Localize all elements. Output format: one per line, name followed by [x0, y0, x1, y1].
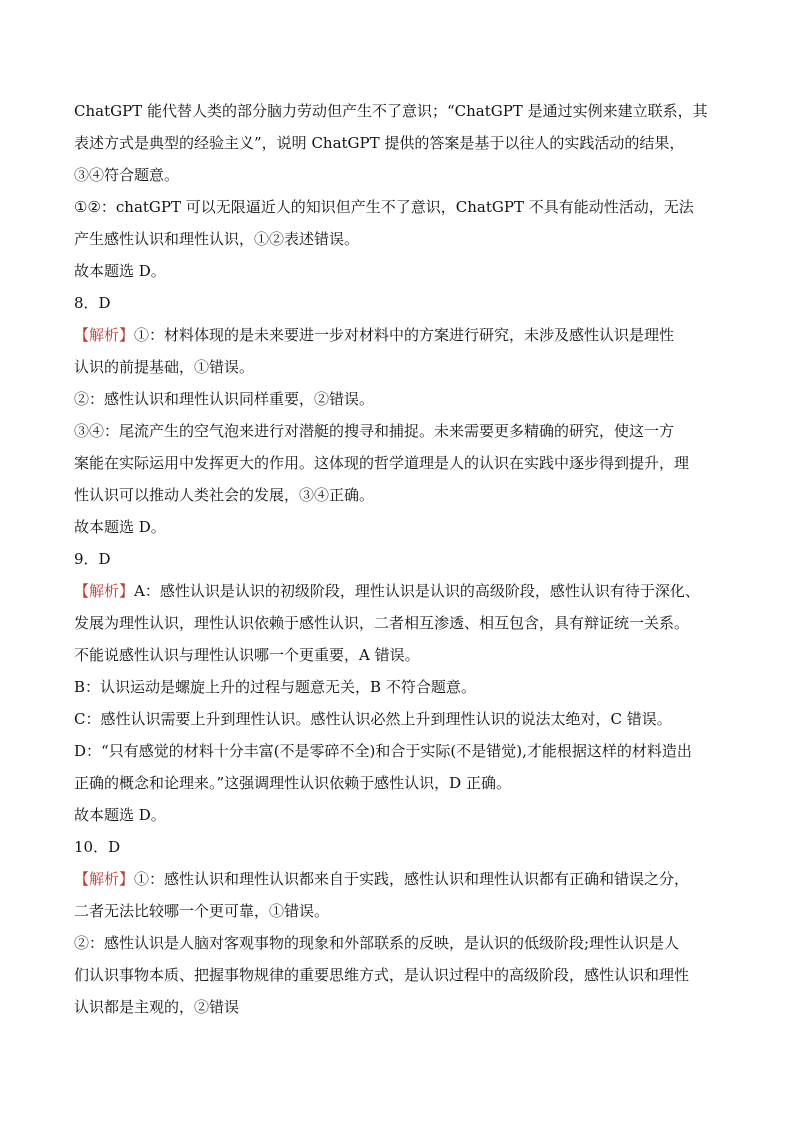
answer-conclusion: 故本题选 D。: [74, 262, 166, 280]
text-line: ChatGPT 能代替人类的部分脑力劳动但产生不了意识；“ChatGPT 是通过实例来建立联系，其: [74, 102, 708, 120]
text-line: D：“只有感觉的材料十分丰富(不是零碎不全)和合于实际(不是错觉),才能根据这样的材料造出: [74, 742, 692, 760]
text-line: ③④：尾流产生的空气泡来进行对潜艇的搜寻和捕捉。未来需要更多精确的研究，使这一方: [74, 422, 675, 440]
text-line: B：认识运动是螺旋上升的过程与题意无关，B 不符合题意。: [74, 678, 476, 696]
analysis-text: A：感性认识是认识的初级阶段，理性认识是认识的高级阶段，感性认识有待于深化、: [134, 582, 700, 600]
question-answer-8: 8．D: [74, 294, 111, 312]
answer-conclusion: 故本题选 D。: [74, 518, 166, 536]
text-line: 表述方式是典型的经验主义”，说明 ChatGPT 提供的答案是基于以往人的实践活动的结果，: [74, 134, 685, 152]
text-line: C：感性认识需要上升到理性认识。感性认识必然上升到理性认识的说法太绝对，C 错误。: [74, 710, 672, 728]
analysis-line-10: [74, 869, 689, 889]
analysis-line-9: [74, 581, 700, 601]
text-line: ②：感性认识是人脑对客观事物的现象和外部联系的反映，是认识的低级阶段;理性认识是人: [74, 934, 680, 952]
text-line: ③④符合题意。: [74, 166, 180, 184]
analysis-tag: 【解析】: [74, 326, 135, 344]
text-line: 二者无法比较哪一个更可靠，①错误。: [74, 902, 330, 920]
question-answer-10: 10．D: [74, 838, 121, 856]
text-line: 发展为理性认识，理性认识依赖于感性认识，二者相互渗透、相互包含，具有辩证统一关系。: [74, 614, 690, 632]
question-answer-9: 9．D: [74, 550, 111, 568]
analysis-tag: 【解析】: [74, 870, 135, 888]
analysis-text: ①：材料体现的是未来要进一步对材料中的方案进行研究，未涉及感性认识是理性: [134, 326, 675, 344]
text-line: 案能在实际运用中发挥更大的作用。这体现的哲学道理是人的认识在实践中逐步得到提升，理: [74, 454, 690, 472]
text-line: 正确的概念和论理来。”这强调理性认识依赖于感性认识，D 正确。: [74, 774, 511, 792]
analysis-line-8: [74, 325, 674, 345]
text-line: 产生感性认识和理性认识，①②表述错误。: [74, 230, 360, 248]
text-line: 认识的前提基础，①错误。: [74, 358, 255, 376]
analysis-tag: 【解析】: [74, 582, 135, 600]
text-line: 们认识事物本质、把握事物规律的重要思维方式，是认识过程中的高级阶段，感性认识和理性: [74, 966, 690, 984]
text-line: 认识都是主观的，②错误: [74, 998, 240, 1016]
text-line: 不能说感性认识与理性认识哪一个更重要，A 错误。: [74, 646, 420, 664]
text-line: ②：感性认识和理性认识同样重要，②错误。: [74, 390, 375, 408]
text-line: 性认识可以推动人类社会的发展，③④正确。: [74, 486, 375, 504]
analysis-text: ①：感性认识和理性认识都来自于实践，感性认识和理性认识都有正确和错误之分，: [134, 870, 690, 888]
text-line: ①②：chatGPT 可以无限逼近人的知识但产生不了意识，ChatGPT 不具有能动性活动，无法: [74, 198, 694, 216]
answer-conclusion: 故本题选 D。: [74, 806, 166, 824]
